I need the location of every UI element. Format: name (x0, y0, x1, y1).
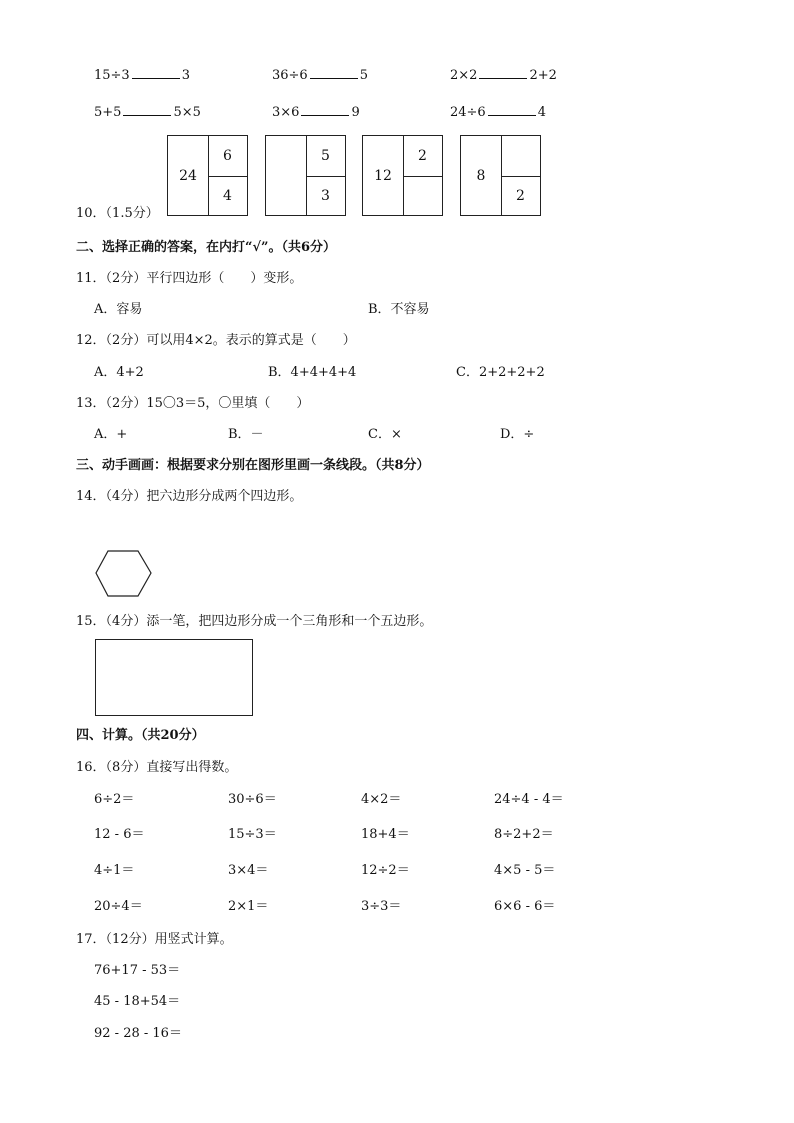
calc-item: 6÷2＝ (94, 792, 135, 807)
compare-right: 4 (537, 105, 546, 120)
option-b[interactable]: B．－ (228, 427, 264, 442)
answer-blank[interactable] (488, 103, 536, 116)
grid-left-cell[interactable]: 12 (363, 136, 404, 215)
calc-item: 4÷1＝ (94, 863, 135, 878)
number-grid (362, 135, 443, 216)
option-b[interactable]: B．4+4+4+4 (268, 365, 357, 380)
section-4-title: 四、计算。（共20分） (76, 728, 205, 743)
calc-item: 6×6 - 6＝ (494, 899, 556, 914)
question-15-stem: 15．（4分）添一笔，把四边形分成一个三角形和一个五边形。 (76, 614, 433, 629)
grid-bottom-right-cell[interactable]: 4 (223, 187, 232, 204)
question-14-stem: 14．（4分）把六边形分成两个四边形。 (76, 489, 303, 504)
number-grid (265, 135, 346, 216)
compare-item (272, 103, 360, 121)
section-3-title: 三、动手画画：根据要求分别在图形里画一条线段。（共8分） (76, 458, 430, 473)
compare-right: 5 (359, 68, 368, 83)
vertical-calc-item: 45 - 18+54＝ (94, 994, 181, 1009)
answer-blank[interactable] (301, 103, 349, 116)
answer-blank[interactable] (479, 66, 527, 79)
option-d[interactable]: D．÷ (500, 427, 535, 442)
question-11-stem: 11．（2分）平行四边形（ ）变形。 (76, 271, 303, 286)
grid-top-right-cell[interactable] (501, 136, 540, 177)
option-a[interactable]: A．+ (94, 427, 128, 442)
vertical-calc-item: 76+17 - 53＝ (94, 963, 181, 978)
option-a[interactable]: A．4+2 (94, 365, 144, 380)
compare-item (94, 66, 190, 84)
grid-left-cell[interactable]: 8 (461, 136, 502, 215)
quadrilateral-shape[interactable] (95, 639, 253, 716)
section-2-title: 二、选择正确的答案，在内打“√”。（共6分） (76, 240, 337, 255)
calc-item: 24÷4 - 4＝ (494, 792, 564, 807)
grid-bottom-right-cell[interactable]: 2 (516, 187, 525, 204)
grid-left-cell[interactable] (266, 136, 307, 215)
answer-blank[interactable] (310, 66, 358, 79)
grid-top-right-cell[interactable]: 6 (208, 136, 247, 177)
calc-item: 4×5 - 5＝ (494, 863, 556, 878)
question-12-stem: 12．（2分）可以用4×2。表示的算式是（ ） (76, 333, 356, 348)
calc-item: 20÷4＝ (94, 899, 143, 914)
compare-right: 5×5 (173, 105, 201, 120)
compare-left: 24÷6 (450, 105, 486, 120)
number-grid (167, 135, 248, 216)
answer-blank[interactable] (132, 66, 180, 79)
compare-left: 2×2 (450, 68, 478, 83)
calc-item: 12 - 6＝ (94, 827, 145, 842)
compare-item (450, 66, 557, 84)
compare-left: 3×6 (272, 105, 300, 120)
calc-item: 2×1＝ (228, 899, 269, 914)
grid-left-cell[interactable]: 24 (168, 136, 209, 215)
option-b[interactable]: B．不容易 (368, 302, 430, 317)
grid-bottom-right-cell[interactable]: 3 (321, 187, 330, 204)
grid-top-right-cell[interactable]: 5 (306, 136, 345, 177)
compare-right: 3 (181, 68, 190, 83)
option-c[interactable]: C．2+2+2+2 (456, 365, 545, 380)
grid-bottom-right-cell[interactable] (403, 176, 442, 215)
calc-item: 15÷3＝ (228, 827, 277, 842)
option-c[interactable]: C．× (368, 427, 402, 442)
calc-item: 12÷2＝ (361, 863, 410, 878)
answer-blank[interactable] (123, 103, 171, 116)
question-16-stem: 16．（8分）直接写出得数。 (76, 760, 238, 775)
calc-item: 3÷3＝ (361, 899, 402, 914)
compare-item (450, 103, 546, 121)
calc-item: 30÷6＝ (228, 792, 277, 807)
question-13-stem: 13．（2分）15〇3＝5，〇里填（ ） (76, 396, 310, 411)
calc-item: 3×4＝ (228, 863, 269, 878)
calc-item: 8÷2+2＝ (494, 827, 554, 842)
compare-left: 15÷3 (94, 68, 130, 83)
option-a[interactable]: A．容易 (94, 302, 143, 317)
compare-item (94, 103, 201, 121)
compare-right: 9 (351, 105, 360, 120)
compare-left: 5+5 (94, 105, 122, 120)
grid-top-right-cell[interactable]: 2 (403, 136, 442, 177)
question-17-stem: 17．（12分）用竖式计算。 (76, 932, 233, 947)
hexagon-shape[interactable] (94, 549, 154, 599)
number-grid (460, 135, 541, 216)
vertical-calc-item: 92 - 28 - 16＝ (94, 1026, 182, 1041)
question-10-label: 10．（1.5分） (76, 206, 159, 221)
calc-item: 18+4＝ (361, 827, 410, 842)
compare-left: 36÷6 (272, 68, 308, 83)
compare-item (272, 66, 368, 84)
compare-right: 2+2 (529, 68, 557, 83)
calc-item: 4×2＝ (361, 792, 402, 807)
